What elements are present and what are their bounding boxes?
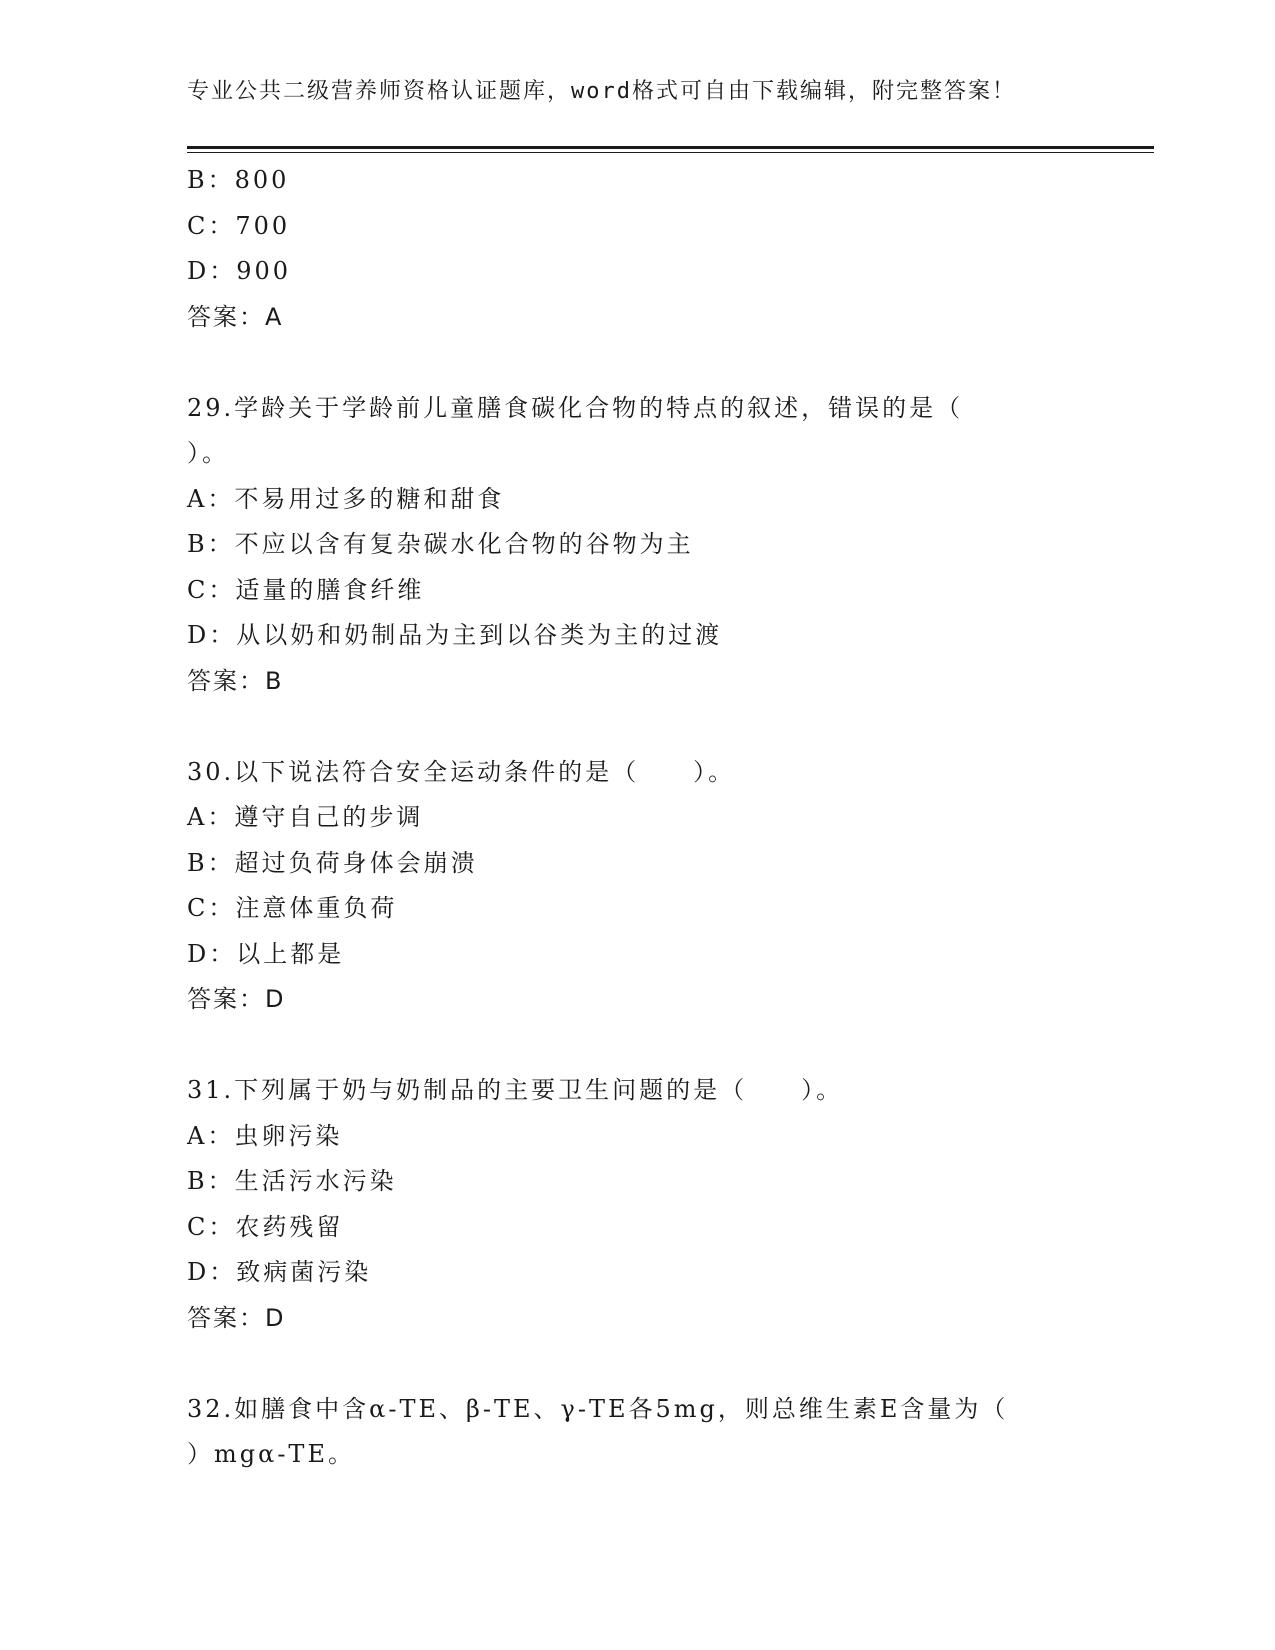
question-29 xyxy=(187,386,1087,705)
document-body xyxy=(187,158,1087,1478)
option-b: B：不应以含有复杂碳水化合物的谷物为主 xyxy=(187,530,694,558)
option-c: C：农药残留 xyxy=(187,1212,344,1241)
option-c: C：700 xyxy=(187,211,291,240)
question-30 xyxy=(187,750,1087,1023)
question-text: 29.学龄关于学龄前儿童膳食碳化合物的特点的叙述，错误的是（ xyxy=(187,393,964,422)
option-b: B：超过负荷身体会崩溃 xyxy=(187,848,478,877)
answer-line: 答案：A xyxy=(187,302,284,331)
question-text-cont: ）。 xyxy=(187,439,229,467)
page-header: 专业公共二级营养师资格认证题库，word格式可自由下载编辑，附完整答案！ xyxy=(187,79,1016,104)
answer-line: 答案：D xyxy=(187,1303,286,1332)
prev-question-tail xyxy=(187,158,1087,340)
question-text: 30.以下说法符合安全运动条件的是（ ）。 xyxy=(187,757,736,786)
option-d: D：900 xyxy=(187,257,292,285)
question-text: 31.下列属于奶与奶制品的主要卫生问题的是（ ）。 xyxy=(187,1076,844,1104)
question-32 xyxy=(187,1387,1087,1478)
question-text-cont: ）mgα-TE。 xyxy=(187,1440,355,1468)
answer-line: 答案：B xyxy=(187,666,284,695)
header-rule-thick xyxy=(187,146,1154,149)
option-d: D：从以奶和奶制品为主到以谷类为主的过渡 xyxy=(187,621,723,649)
option-c: C：适量的膳食纤维 xyxy=(187,575,425,604)
question-text: 32.如膳食中含α-TE、β-TE、γ-TE各5mg，则总维生素E含量为（ xyxy=(187,1394,1009,1423)
option-a: A：遵守自己的步调 xyxy=(187,803,424,831)
option-b: B：800 xyxy=(187,166,290,194)
option-d: D：以上都是 xyxy=(187,939,345,968)
question-31 xyxy=(187,1068,1087,1341)
option-c: C：注意体重负荷 xyxy=(187,894,398,922)
option-b: B：生活污水污染 xyxy=(187,1167,397,1195)
answer-line: 答案：D xyxy=(187,985,286,1013)
option-a: A：虫卵污染 xyxy=(187,1121,343,1150)
option-a: A：不易用过多的糖和甜食 xyxy=(187,484,505,513)
option-d: D：致病菌污染 xyxy=(187,1258,372,1286)
header-rule-thin xyxy=(187,152,1154,153)
